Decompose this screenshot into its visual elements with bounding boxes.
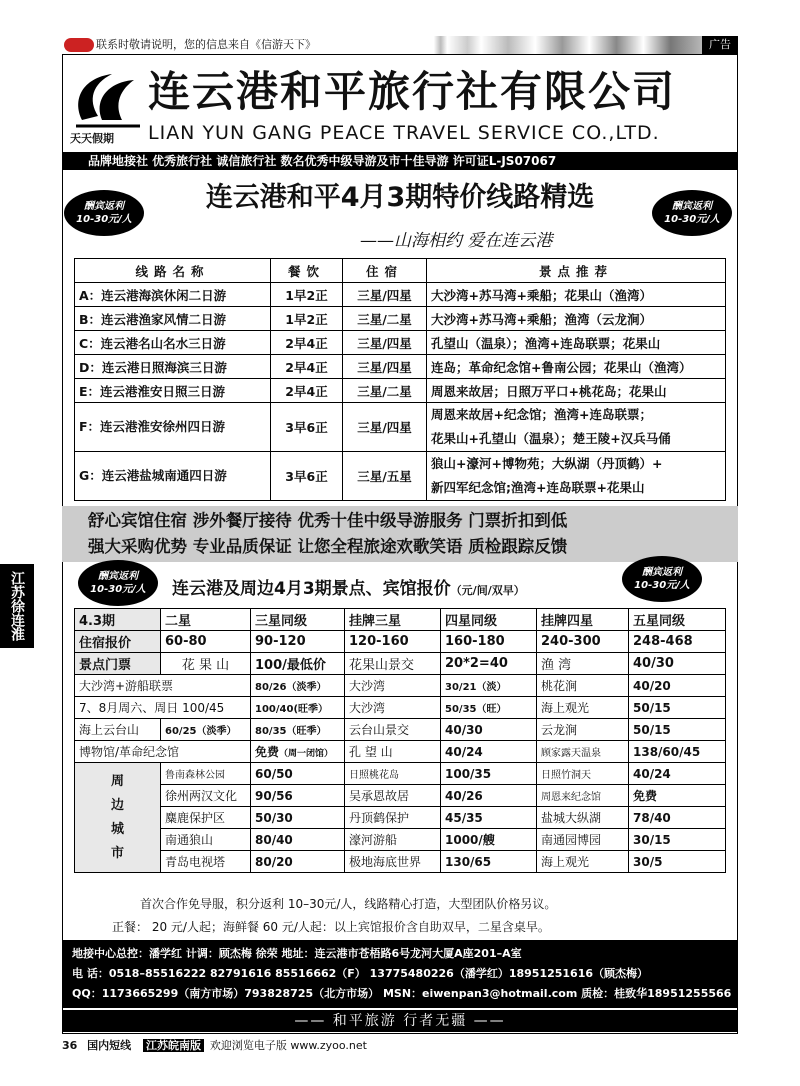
header-cell: 住宿 <box>343 259 427 283</box>
header-cell: 四星同级 <box>441 609 537 631</box>
table-row <box>75 851 726 873</box>
price-cell: 50/35（旺） <box>441 697 537 719</box>
price-cell: 30/21（淡） <box>441 675 537 697</box>
section-name: 国内短线 <box>87 1039 132 1052</box>
row-label: 景点门票 <box>75 653 161 675</box>
table-row <box>75 452 726 501</box>
price-cell: 60/50 <box>251 763 345 785</box>
page-number: 36 <box>62 1039 78 1052</box>
price-cell: 30/15 <box>629 829 726 851</box>
price-cell: 渔 湾 <box>537 653 629 675</box>
header-cell: 景点推荐 <box>427 259 726 283</box>
price-cell: 100/最低价 <box>251 653 345 675</box>
rebate-badge: 酬宾返利 10-30元/人 <box>652 190 732 236</box>
table-header-row <box>75 609 726 631</box>
route-meal: 1早2正 <box>271 307 343 331</box>
price-cell: 孔 望 山 <box>345 741 441 763</box>
price-cell: 80/26（淡季） <box>251 675 345 697</box>
route-name: G：连云港盐城南通四日游 <box>75 452 271 501</box>
header-cell: 五星同级 <box>629 609 726 631</box>
section2-title <box>172 574 525 599</box>
route-sights-line: 狼山+濠河+博物苑；大纵湖（丹顶鹤）+ <box>431 456 663 471</box>
price-cell: 海上观光 <box>537 697 629 719</box>
header-cell: 线路名称 <box>75 259 271 283</box>
route-sights: 连岛；革命纪念馆+鲁南公园；花果山（渔湾） <box>427 355 726 379</box>
header-cell: 二星 <box>161 609 251 631</box>
price-cell: 南通园博园 <box>537 829 629 851</box>
price-cell: 80/20 <box>251 851 345 873</box>
price-cell: 丹顶鹤保护 <box>345 807 441 829</box>
routes-table <box>74 258 726 501</box>
route-hotel: 三星/四星 <box>343 403 427 452</box>
route-name: E：连云港淮安日照三日游 <box>75 379 271 403</box>
price-cell: 100/40(旺季） <box>251 697 345 719</box>
price-cell: 130/65 <box>441 851 537 873</box>
price-cell: 大沙湾 <box>345 697 441 719</box>
table-header-row <box>75 259 726 283</box>
section1-title: 连云港和平4月3期特价线路精选 <box>205 182 595 213</box>
rebate-badge: 酬宾返利 10-30元/人 <box>622 556 702 602</box>
note-line: 正餐： 20 元/人起；海鲜餐 60 元/人起：以上宾馆报价含自助双早，二星含桌早。 <box>112 920 550 934</box>
company-logo-icon <box>72 70 144 130</box>
table-row <box>75 283 726 307</box>
table-row <box>75 807 726 829</box>
route-hotel: 三星/二星 <box>343 307 427 331</box>
price-cell: 40/20 <box>629 675 726 697</box>
price-cell: 云龙涧 <box>537 719 629 741</box>
price-cell: 花果山景交 <box>345 653 441 675</box>
table-row <box>75 653 726 675</box>
route-sights: 孔望山（温泉）；渔湾+连岛联票；花果山 <box>427 331 726 355</box>
route-hotel: 三星/二星 <box>343 379 427 403</box>
route-meal: 2早4正 <box>271 379 343 403</box>
price-cell: 濠河游船 <box>345 829 441 851</box>
services-line: 强大采购优势 专业品质保证 让您全程旅途欢歌笑语 质检跟踪反馈 <box>88 537 568 556</box>
price-cell: 50/15 <box>629 697 726 719</box>
route-meal: 2早4正 <box>271 331 343 355</box>
price-cell: 极地海底世界 <box>345 851 441 873</box>
price-cell: 40/24 <box>441 741 537 763</box>
price-cell: 90/56 <box>251 785 345 807</box>
services-line: 舒心宾馆住宿 涉外餐厅接待 优秀十佳中级导游服务 门票折扣到低 <box>88 511 568 530</box>
price-table <box>74 608 726 873</box>
route-sights-line: 新四军纪念馆;渔湾+连岛联票+花果山 <box>431 480 645 495</box>
contact-line: 电 话：0518–85516222 82791616 85516662（F） 13775480226（潘学红）18951251616（顾杰梅） <box>72 967 649 980</box>
price-cell: 20*2=40 <box>441 653 537 675</box>
price-cell: 60-80 <box>161 631 251 653</box>
price-cell: 免费 <box>629 785 726 807</box>
table-row <box>75 763 726 785</box>
price-cell: 80/40 <box>251 829 345 851</box>
table-row <box>75 675 726 697</box>
table-row <box>75 697 726 719</box>
route-name: A：连云港海滨休闲二日游 <box>75 283 271 307</box>
route-sights-line: 周恩来故居+纪念馆；渔湾+连岛联票； <box>431 407 652 422</box>
table-row <box>75 379 726 403</box>
price-cell: 麋鹿保护区 <box>161 807 251 829</box>
header-cell: 餐饮 <box>271 259 343 283</box>
company-name-cn: 连云港和平旅行社有限公司 <box>148 67 677 116</box>
route-name: F：连云港淮安徐州四日游 <box>75 403 271 452</box>
route-hotel: 三星/四星 <box>343 331 427 355</box>
note-line: 首次合作免导服，积分返利 10–30元/人，线路精心打造，大型团队价格另议。 <box>140 897 557 911</box>
price-cell: 80/35（旺季） <box>251 719 345 741</box>
price-cell: 徐州两汉文化 <box>161 785 251 807</box>
row-label: 住宿报价 <box>75 631 161 653</box>
table-row <box>75 355 726 379</box>
route-sights-line: 花果山+孔望山（温泉）；楚王陵+汉兵马俑 <box>431 431 671 446</box>
price-cell: 40/24 <box>629 763 726 785</box>
slogan-band: —— 和平旅游 行者无疆 —— <box>62 1010 738 1032</box>
price-cell: 大沙湾 <box>345 675 441 697</box>
route-hotel: 三星/四星 <box>343 355 427 379</box>
route-sights: 大沙湾+苏马湾+乘船；花果山（渔湾） <box>427 283 726 307</box>
price-cell <box>251 741 345 763</box>
credentials-band: 品牌地接社 优秀旅行社 诚信旅行社 数名优秀中级导游及市十佳导游 许可证L-JS07067 <box>62 152 738 170</box>
price-cell: 南通狼山 <box>161 829 251 851</box>
price-cell: 盐城大纵湖 <box>537 807 629 829</box>
price-cell: 240-300 <box>537 631 629 653</box>
price-cell: 桃花涧 <box>537 675 629 697</box>
price-cell: 7、8月周六、周日 100/45 <box>75 697 251 719</box>
route-sights <box>427 452 726 501</box>
route-sights: 大沙湾+苏马湾+乘船；渔湾（云龙涧） <box>427 307 726 331</box>
price-cell: 40/26 <box>441 785 537 807</box>
price-cell: 100/35 <box>441 763 537 785</box>
table-row <box>75 829 726 851</box>
route-hotel: 三星/五星 <box>343 452 427 501</box>
price-cell: 45/35 <box>441 807 537 829</box>
route-name: D：连云港日照海滨三日游 <box>75 355 271 379</box>
price-cell: 日照竹洞天 <box>537 763 629 785</box>
price-cell: 海上观光 <box>537 851 629 873</box>
price-cell: 顾家露天温泉 <box>537 741 629 763</box>
table-row <box>75 307 726 331</box>
route-name: C：连云港名山名水三日游 <box>75 331 271 355</box>
logo-caption: 天天假期 <box>70 132 114 145</box>
route-meal: 3早6正 <box>271 403 343 452</box>
price-cell: 248-468 <box>629 631 726 653</box>
publication-logo-icon <box>64 38 94 52</box>
route-hotel: 三星/四星 <box>343 283 427 307</box>
price-cell: 吴承恩故居 <box>345 785 441 807</box>
header-cell: 4.3期 <box>75 609 161 631</box>
services-band <box>62 506 738 562</box>
table-row <box>75 631 726 653</box>
price-cell: 90-120 <box>251 631 345 653</box>
ad-tag: 广告 <box>702 36 738 54</box>
price-cell: 30/5 <box>629 851 726 873</box>
route-sights: 周恩来故居；日照万平口+桃花岛；花果山 <box>427 379 726 403</box>
price-cell: 青岛电视塔 <box>161 851 251 873</box>
price-cell: 周恩来纪念馆 <box>537 785 629 807</box>
price-cell: 1000/艘 <box>441 829 537 851</box>
website-text: 欢迎浏览电子版 www.zyoo.net <box>209 1039 367 1052</box>
top-info-bar <box>62 36 738 54</box>
section2-title-text: 连云港及周边4月3期景点、宾馆报价 <box>172 579 451 599</box>
route-name: B：连云港渔家风情二日游 <box>75 307 271 331</box>
free-label: 免费 <box>255 745 280 759</box>
price-cell: 花 果 山 <box>161 653 251 675</box>
price-cell: 鲁南森林公园 <box>161 763 251 785</box>
price-cell: 40/30 <box>629 653 726 675</box>
price-cell: 60/25（淡季） <box>161 719 251 741</box>
section2-unit: （元/间/双早） <box>450 584 525 597</box>
table-row <box>75 331 726 355</box>
table-row <box>75 719 726 741</box>
nearby-label-text: 周边城市 <box>110 773 124 861</box>
rebate-badge: 酬宾返利 10-30元/人 <box>64 190 144 236</box>
header-cell: 三星同级 <box>251 609 345 631</box>
region-side-tab: 江苏徐连淮 <box>0 564 34 648</box>
price-cell: 78/40 <box>629 807 726 829</box>
route-meal: 3早6正 <box>271 452 343 501</box>
price-cell: 50/15 <box>629 719 726 741</box>
contact-line: QQ：1173665299（南方市场）793828725（北方市场） MSN：eiwenpan3@hotmail.com 质检：桂致华18951255566 <box>72 987 732 1000</box>
section1-subtitle: ——山海相约 爱在连云港 <box>360 231 553 251</box>
price-cell: 138/60/45 <box>629 741 726 763</box>
contact-line: 地接中心总控：潘学红 计调：顾杰梅 徐荣 地址：连云港市苍梧路6号龙河大厦A座201–A室 <box>72 947 522 960</box>
price-cell: 云台山景交 <box>345 719 441 741</box>
price-cell: 日照桃花岛 <box>345 763 441 785</box>
route-sights <box>427 403 726 452</box>
top-info-text: 联系时敬请说明，您的信息来自《信游天下》 <box>96 38 316 51</box>
price-cell: 海上云台山 <box>75 719 161 741</box>
rebate-badge: 酬宾返利 10-30元/人 <box>78 560 158 606</box>
table-row <box>75 785 726 807</box>
price-cell: 博物馆/革命纪念馆 <box>75 741 251 763</box>
page-footer <box>62 1038 367 1054</box>
table-row <box>75 403 726 452</box>
route-meal: 1早2正 <box>271 283 343 307</box>
header-cell: 挂牌三星 <box>345 609 441 631</box>
company-name-en: LIAN YUN GANG PEACE TRAVEL SERVICE CO.,LTD. <box>148 122 660 144</box>
contact-band <box>62 940 738 1008</box>
route-meal: 2早4正 <box>271 355 343 379</box>
price-cell: 40/30 <box>441 719 537 741</box>
header-cell: 挂牌四星 <box>537 609 629 631</box>
table-row <box>75 741 726 763</box>
price-cell: 120-160 <box>345 631 441 653</box>
price-cell: 大沙湾+游船联票 <box>75 675 251 697</box>
edition-tag: 江苏皖南版 <box>143 1039 204 1052</box>
price-cell: 160-180 <box>441 631 537 653</box>
nearby-city-label <box>75 763 161 873</box>
price-cell: 50/30 <box>251 807 345 829</box>
closed-note: （周一闭馆） <box>279 749 334 759</box>
